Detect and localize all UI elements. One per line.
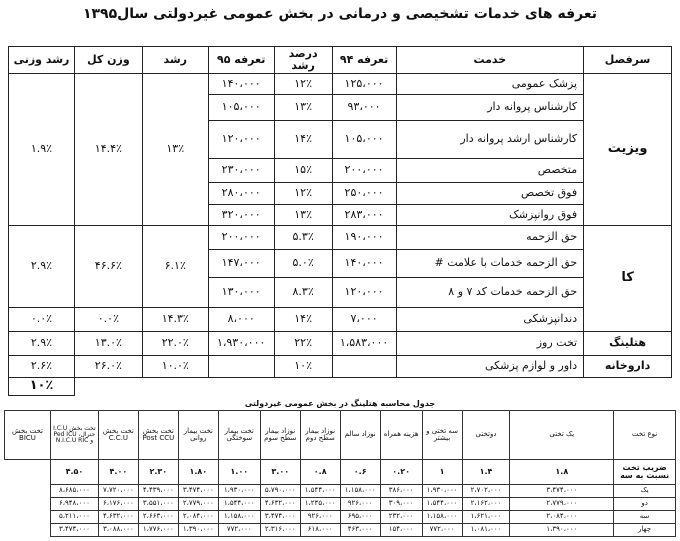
group-weight-cell: ۴۶.۶٪: [74, 226, 142, 308]
coef-cell: ۱.۸۰: [178, 460, 218, 485]
header-healthy-newborn: نوزاد سالم: [340, 411, 380, 460]
pct-cell: ۱۵٪: [274, 159, 332, 183]
coef-cell: ۴.۵۰: [50, 460, 98, 485]
tariff95-cell: ۳۲۰،۰۰۰: [208, 205, 274, 226]
pct-cell: ۸.۳٪: [274, 278, 332, 308]
row-label: سه: [614, 511, 676, 524]
tariff95-cell: ۱۰۵،۰۰۰: [208, 95, 274, 121]
tariff95-cell: ۱۲۰،۰۰۰: [208, 121, 274, 159]
hoteling-row: [5, 511, 676, 524]
tariff94-cell: ۷،۰۰۰: [332, 308, 396, 332]
header-burn: تخت بیمار سوختگی: [218, 411, 260, 460]
table-row: [9, 74, 672, 95]
hoteling-caption-row: [5, 398, 676, 411]
value-cell: ۱۵۴،۰۰۰: [380, 524, 422, 537]
hoteling-table: [4, 398, 676, 537]
coef-cell: ۱: [422, 460, 462, 485]
group-growth-cell: ۱۴.۳٪: [142, 308, 208, 332]
hoteling-row: [5, 485, 676, 498]
coef-cell: ۰.۲۰: [380, 460, 422, 485]
value-cell: ۹۲۶،۰۰۰: [340, 498, 380, 511]
pct-cell: ۱۴٪: [274, 121, 332, 159]
header-tariff-95: تعرفه ۹۵: [208, 47, 274, 74]
group-visit: ویزیت: [584, 74, 672, 226]
group-weight-cell: ۰.۰٪: [74, 308, 142, 332]
value-cell: ۳،۴۷۴،۰۰۰: [50, 524, 98, 537]
tariff95-cell: ۱۴۰،۰۰۰: [208, 74, 274, 95]
coef-cell: ۰.۸: [300, 460, 340, 485]
header-growth-percent: درصد رشد: [274, 47, 332, 74]
pct-cell: ۱۴٪: [274, 308, 332, 332]
value-cell: ۳،۰۸۸،۰۰۰: [98, 524, 138, 537]
value-cell: ۲،۰۸۴،۰۰۰: [178, 511, 218, 524]
group-weight-cell: ۱۳.۰٪: [74, 332, 142, 356]
value-cell: ۲،۰۸۴،۰۰۰: [510, 511, 614, 524]
group-weight-cell: ۱۴.۴٪: [74, 74, 142, 226]
value-cell: ۱،۹۳۰،۰۰۰: [422, 485, 462, 498]
header-ccu: تخت بخش C.C.U: [98, 411, 138, 460]
pct-cell: ۱۲٪: [274, 183, 332, 205]
tariff94-cell: ۱۲۰،۰۰۰: [332, 278, 396, 308]
service-cell: دندانپزشکی: [396, 308, 584, 332]
tariff-table: [8, 46, 672, 396]
value-cell: ۲،۳۱۶،۰۰۰: [260, 524, 300, 537]
value-cell: ۸،۶۸۵،۰۰۰: [50, 485, 98, 498]
group-weighted-cell: ۱.۹٪: [9, 74, 75, 226]
value-cell: ۵،۲۱۱،۰۰۰: [50, 511, 98, 524]
service-cell: فوق روانپزشک: [396, 205, 584, 226]
table-header-row: [9, 47, 672, 74]
service-cell: کارشناس ارشد پروانه دار: [396, 121, 584, 159]
service-cell: حق الزحمه: [396, 226, 584, 250]
header-icu: تخت بخش I.C.U جنرال، Ped ICU و N.I.C.U RIC: [50, 411, 98, 460]
value-cell: ۱،۳۹۰،۰۰۰: [510, 524, 614, 537]
header-tariff-94: تعرفه ۹۴: [332, 47, 396, 74]
hoteling-row: [5, 498, 676, 511]
coef-row: [5, 460, 676, 485]
tariff95-cell: ۲۳۰،۰۰۰: [208, 159, 274, 183]
value-cell: ۱،۶۲۱،۰۰۰: [462, 511, 510, 524]
table-row: [9, 356, 672, 378]
coef-cell: ۱.۴: [462, 460, 510, 485]
row-label: دو: [614, 498, 676, 511]
total-weighted-growth: ۱۰٪: [9, 378, 75, 396]
row-label: چهار: [614, 524, 676, 537]
header-single: یک تختی: [510, 411, 614, 460]
value-cell: ۳۰۹،۰۰۰: [380, 498, 422, 511]
tariff95-cell: ۱،۹۳۰،۰۰۰: [208, 332, 274, 356]
header-bicu: تخت بخش BICU: [5, 411, 51, 460]
value-cell: ۳۸۶،۰۰۰: [380, 485, 422, 498]
value-cell: ۳،۴۷۴،۰۰۰: [260, 511, 300, 524]
tariff95-cell: ۲۰۰،۰۰۰: [208, 226, 274, 250]
tariff94-cell: ۲۰۰،۰۰۰: [332, 159, 396, 183]
tariff95-cell: ۸،۰۰۰: [208, 308, 274, 332]
pct-cell: ۱۰٪: [274, 356, 332, 378]
coef-cell: ۲.۳۰: [138, 460, 178, 485]
value-cell: ۶،۹۴۸،۰۰۰: [50, 498, 98, 511]
hoteling-header-row: [5, 411, 676, 460]
coef-label: ضریب تخت نسبت به سه: [614, 460, 676, 485]
coef-cell: ۳.۰۰: [260, 460, 300, 485]
hoteling-row: [5, 524, 676, 537]
pct-cell: ۱۳٪: [274, 205, 332, 226]
value-cell: ۲،۷۰۲،۰۰۰: [462, 485, 510, 498]
coef-cell: ۱.۰۰: [218, 460, 260, 485]
value-cell: ۶۱۸،۰۰۰: [300, 524, 340, 537]
tariff94-cell: ۱۰۵،۰۰۰: [332, 121, 396, 159]
pct-cell: ۵.۰٪: [274, 250, 332, 278]
group-weighted-cell: ۲.۹٪: [9, 226, 75, 308]
service-cell: متخصص: [396, 159, 584, 183]
header-newborn-l2: نوزاد بیمار سطح دوم: [300, 411, 340, 460]
total-row: [9, 378, 672, 396]
value-cell: ۱،۱۵۸،۰۰۰: [340, 485, 380, 498]
service-cell: فوق تخصص: [396, 183, 584, 205]
tariff95-cell: ۱۳۰،۰۰۰: [208, 278, 274, 308]
tariff94-cell: ۲۵۰،۰۰۰: [332, 183, 396, 205]
table-row: [9, 308, 672, 332]
value-cell: ۷۷۲،۰۰۰: [218, 524, 260, 537]
tariff94-cell: [332, 356, 396, 378]
pct-cell: ۲۲٪: [274, 332, 332, 356]
service-cell: حق الزحمه خدمات کد ۷ و ۸: [396, 278, 584, 308]
header-service: خدمت: [396, 47, 584, 74]
value-cell: ۱،۵۴۴،۰۰۰: [300, 485, 340, 498]
group-growth-cell: ۲۲.۰٪: [142, 332, 208, 356]
service-cell: کارشناس پروانه دار: [396, 95, 584, 121]
value-cell: ۱،۱۵۸،۰۰۰: [218, 511, 260, 524]
coef-cell: ۱.۸: [510, 460, 614, 485]
value-cell: ۱،۰۸۱،۰۰۰: [462, 524, 510, 537]
header-double: دوتختی: [462, 411, 510, 460]
service-cell: داور و لوازم پزشکی: [396, 356, 584, 378]
group-weighted-cell: ۲.۶٪: [9, 356, 75, 378]
group-hoteling: هتلینگ: [584, 332, 672, 356]
value-cell: ۴،۶۳۲،۰۰۰: [98, 511, 138, 524]
group-growth-cell: ۶.۱٪: [142, 226, 208, 308]
value-cell: ۹۲۶،۰۰۰: [300, 511, 340, 524]
value-cell: ۳،۴۷۴،۰۰۰: [178, 485, 218, 498]
hoteling-caption: جدول محاسبه هتلینگ در بخش عمومی غیردولتی: [244, 398, 436, 408]
group-weight-cell: ۲۶.۰٪: [74, 356, 142, 378]
value-cell: ۳،۴۷۴،۰۰۰: [510, 485, 614, 498]
header-growth: رشد: [142, 47, 208, 74]
value-cell: ۲،۶۶۳،۰۰۰: [138, 511, 178, 524]
group-ka: کا: [584, 226, 672, 332]
header-companion: هزینه همراه: [380, 411, 422, 460]
value-cell: ۱،۳۹۰،۰۰۰: [178, 524, 218, 537]
value-cell: ۳،۵۵۱،۰۰۰: [138, 498, 178, 511]
group-weighted-cell: ۲.۹٪: [9, 332, 75, 356]
header-newborn-l3: نوزاد بیمار سطح سوم: [260, 411, 300, 460]
tariff95-cell: ۱۴۷،۰۰۰: [208, 250, 274, 278]
value-cell: ۱،۹۳۰،۰۰۰: [218, 485, 260, 498]
header-triple: سه تختی و بیشتر: [422, 411, 462, 460]
value-cell: ۱،۵۴۴،۰۰۰: [218, 498, 260, 511]
group-growth-cell: ۱۳٪: [142, 74, 208, 226]
pct-cell: ۵.۳٪: [274, 226, 332, 250]
value-cell: ۱،۵۴۴،۰۰۰: [422, 498, 462, 511]
header-weighted-growth: رشد وزنی: [9, 47, 75, 74]
header-post-ccu: تخت بخش Post CCU: [138, 411, 178, 460]
header-total-weight: وزن کل: [74, 47, 142, 74]
value-cell: ۲۳۲،۰۰۰: [380, 511, 422, 524]
value-cell: ۲،۱۶۲،۰۰۰: [462, 498, 510, 511]
header-psych: تخت بیمار روانی: [178, 411, 218, 460]
header-bed-type: نوع تخت: [614, 411, 676, 460]
tariff94-cell: ۲۸۳،۰۰۰: [332, 205, 396, 226]
service-cell: پزشک عمومی: [396, 74, 584, 95]
tariff95-cell: ۲۸۰،۰۰۰: [208, 183, 274, 205]
coef-cell: ۴.۰۰: [98, 460, 138, 485]
value-cell: ۱،۱۵۸،۰۰۰: [422, 511, 462, 524]
coef-cell: ۰.۶: [340, 460, 380, 485]
value-cell: ۱،۷۷۶،۰۰۰: [138, 524, 178, 537]
value-cell: ۶،۱۷۶،۰۰۰: [98, 498, 138, 511]
group-weighted-cell: ۰.۰٪: [9, 308, 75, 332]
value-cell: ۲،۷۷۹،۰۰۰: [178, 498, 218, 511]
tariff95-cell: [208, 356, 274, 378]
group-pharmacy: داروخانه: [584, 356, 672, 378]
service-cell: حق الزحمه خدمات با علامت #: [396, 250, 584, 278]
pct-cell: ۱۲٪: [274, 74, 332, 95]
page-title: تعرفه های خدمات تشخیصی و درمانی در بخش عمومی غیردولتی سال۱۳۹۵: [82, 6, 598, 22]
tariff94-cell: ۱۲۵،۰۰۰: [332, 74, 396, 95]
value-cell: ۲،۷۷۹،۰۰۰: [510, 498, 614, 511]
service-cell: تخت روز: [396, 332, 584, 356]
value-cell: ۴۶۳،۰۰۰: [340, 524, 380, 537]
tariff94-cell: ۱،۵۸۳،۰۰۰: [332, 332, 396, 356]
table-row: [9, 226, 672, 250]
tariff94-cell: ۱۹۰،۰۰۰: [332, 226, 396, 250]
table-row: [9, 332, 672, 356]
tariff94-cell: ۹۳،۰۰۰: [332, 95, 396, 121]
tariff94-cell: ۱۴۰،۰۰۰: [332, 250, 396, 278]
row-label: یک: [614, 485, 676, 498]
pct-cell: ۱۳٪: [274, 95, 332, 121]
value-cell: ۷۷۲،۰۰۰: [422, 524, 462, 537]
value-cell: ۴،۶۳۲،۰۰۰: [260, 498, 300, 511]
header-section: سرفصل: [584, 47, 672, 74]
value-cell: ۱،۲۳۵،۰۰۰: [300, 498, 340, 511]
value-cell: ۴،۴۳۹،۰۰۰: [138, 485, 178, 498]
value-cell: ۷،۷۲۰،۰۰۰: [98, 485, 138, 498]
value-cell: ۵،۷۹۰،۰۰۰: [260, 485, 300, 498]
group-growth-cell: ۱۰.۰٪: [142, 356, 208, 378]
value-cell: ۶۹۵،۰۰۰: [340, 511, 380, 524]
